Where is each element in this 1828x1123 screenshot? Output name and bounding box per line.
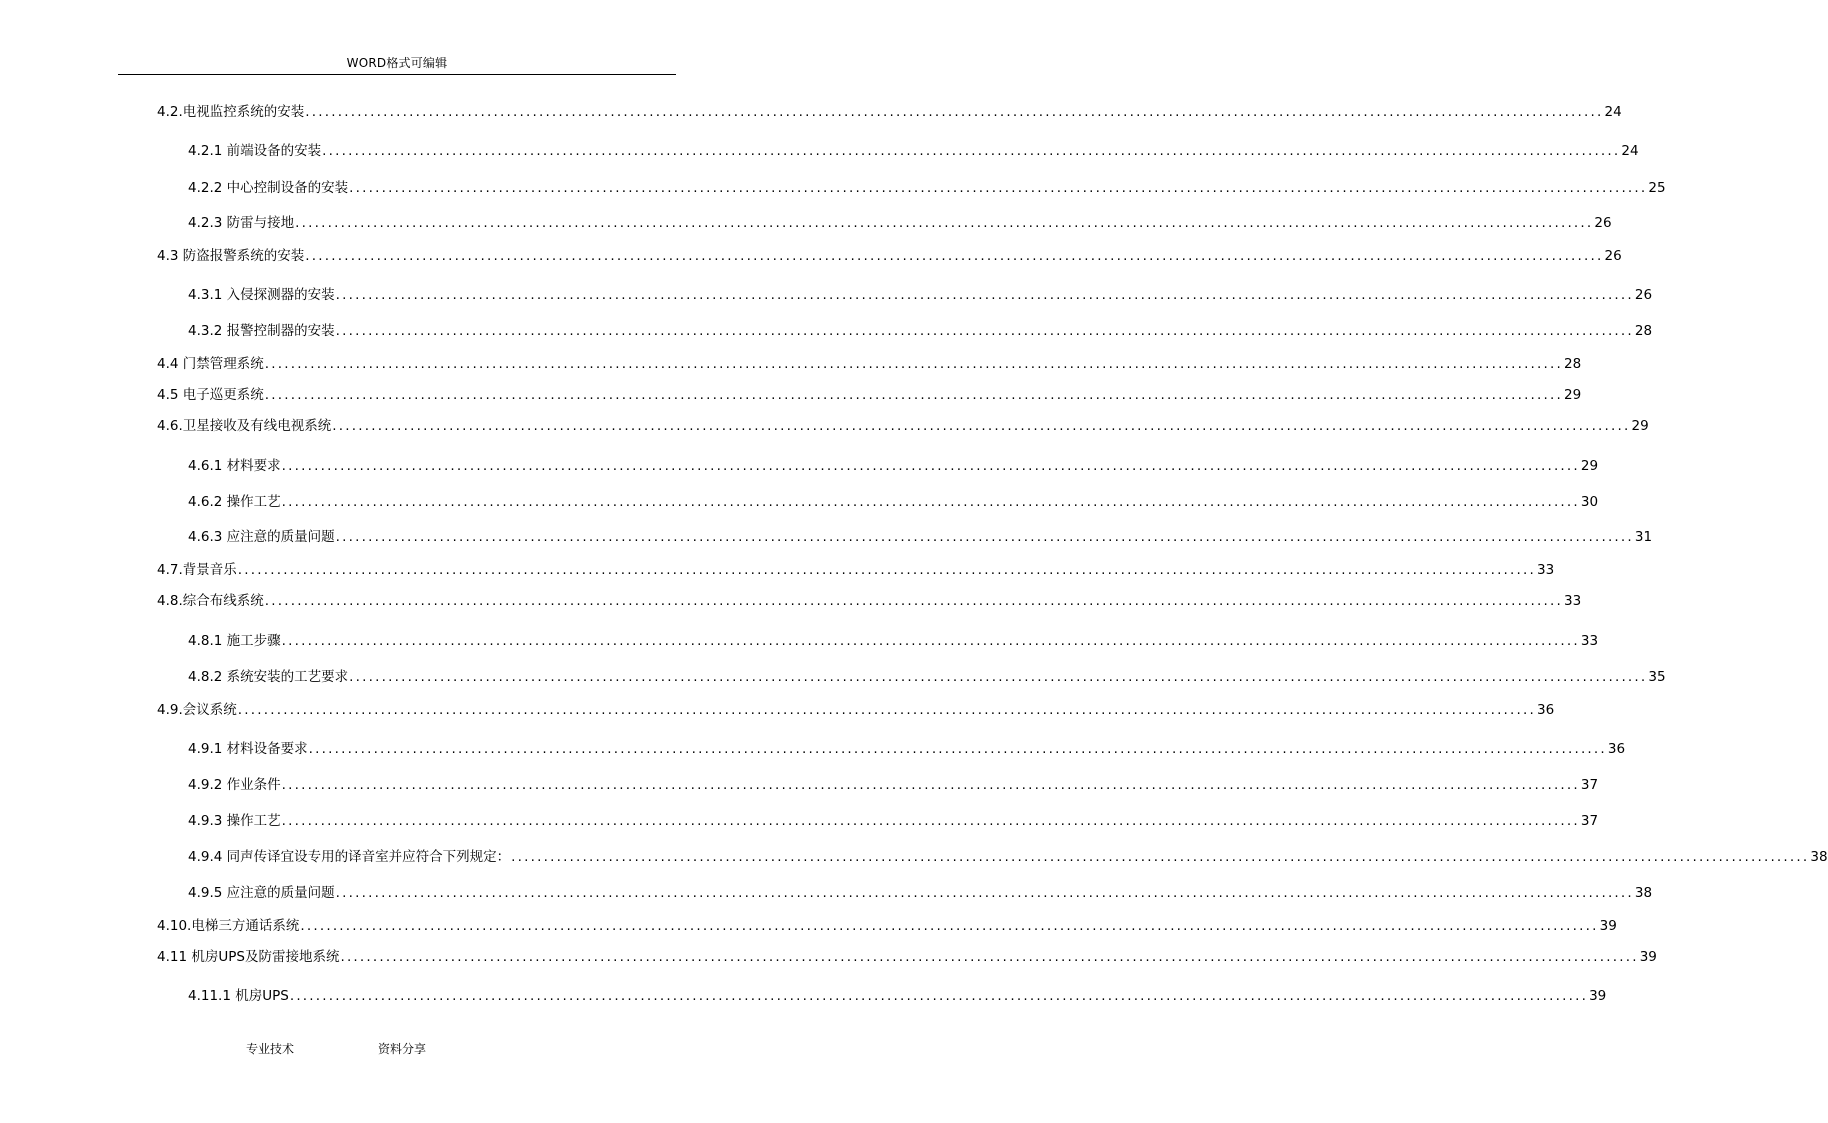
toc-page-number: 33: [1580, 633, 1599, 649]
toc-page-number: 39: [1599, 918, 1617, 934]
toc-entry-title: 4.4 门禁管理系统: [157, 356, 264, 372]
toc-entry[interactable]: [188, 178, 1666, 198]
toc-dot-leader: ........................................................................................................................................................................................................: [281, 633, 1580, 649]
toc-dot-leader: ........................................................................................................................................................................................................: [264, 593, 1564, 609]
toc-page-number: 29: [1631, 418, 1649, 434]
toc-entry[interactable]: [188, 492, 1599, 512]
toc-page-number: 31: [1634, 529, 1653, 545]
toc-entry-title: 4.9.1 材料设备要求: [188, 741, 308, 757]
toc-entry-title: 4.3.1 入侵探测器的安装: [188, 287, 335, 303]
toc-page-number: 26: [1634, 287, 1653, 303]
toc-entry-title: 4.9.2 作业条件: [188, 777, 281, 793]
toc-dot-leader: ........................................................................................................................................................................................................: [300, 918, 1599, 934]
toc-entry[interactable]: [188, 811, 1599, 831]
toc-entry-title: 4.6.2 操作工艺: [188, 494, 281, 510]
toc-page-number: 39: [1589, 988, 1607, 1004]
toc-entry-title: 4.10.电梯三方通话系统: [157, 918, 300, 934]
toc-entry[interactable]: [157, 385, 1582, 405]
toc-page-number: 37: [1580, 777, 1599, 793]
toc-entry-title: 4.5 电子巡更系统: [157, 387, 264, 403]
toc-page-number: 28: [1634, 323, 1653, 339]
toc-entry[interactable]: [157, 102, 1622, 122]
footer-left-text: 专业技术: [246, 1042, 295, 1056]
toc-entry[interactable]: [188, 631, 1599, 651]
toc-dot-leader: ........................................................................................................................................................................................................: [237, 562, 1537, 578]
toc-entry-title: 4.9.4 同声传译宜设专用的译音室并应符合下列规定：: [188, 849, 511, 865]
toc-entry-title: 4.2.3 防雷与接地: [188, 215, 295, 231]
toc-dot-leader: ........................................................................................................................................................................................................: [340, 949, 1639, 965]
toc-dot-leader: ........................................................................................................................................................................................................: [349, 180, 1648, 196]
toc-entry[interactable]: [188, 986, 1607, 1006]
toc-entry[interactable]: [157, 916, 1617, 936]
toc-dot-leader: ........................................................................................................................................................................................................: [289, 988, 1589, 1004]
toc-page-number: 37: [1580, 813, 1599, 829]
toc-dot-leader: ........................................................................................................................................................................................................: [308, 741, 1607, 757]
toc-entry[interactable]: [188, 213, 1612, 233]
toc-dot-leader: ........................................................................................................................................................................................................: [332, 418, 1631, 434]
toc-entry[interactable]: [157, 560, 1555, 580]
toc-entry-title: 4.9.会议系统: [157, 702, 237, 718]
toc-entry[interactable]: [157, 700, 1555, 720]
toc-entry[interactable]: [188, 321, 1653, 341]
toc-dot-leader: ........................................................................................................................................................................................................: [322, 143, 1621, 159]
header-text: WORD格式可编辑: [346, 56, 448, 70]
toc-page-number: 33: [1537, 562, 1555, 578]
toc-entry[interactable]: [188, 527, 1653, 547]
toc-entry-title: 4.6.卫星接收及有线电视系统: [157, 418, 332, 434]
toc-page-number: 33: [1564, 593, 1582, 609]
toc-entry-title: 4.8.2 系统安装的工艺要求: [188, 669, 349, 685]
toc-page-number: 28: [1564, 356, 1582, 372]
toc-entry-title: 4.11 机房UPS及防雷接地系统: [157, 949, 340, 965]
toc-entry-title: 4.3.2 报警控制器的安装: [188, 323, 335, 339]
toc-dot-leader: ........................................................................................................................................................................................................: [511, 849, 1810, 865]
toc-entry[interactable]: [188, 667, 1666, 687]
footer-right-text: 资料分享: [378, 1042, 427, 1056]
toc-page-number: 36: [1607, 741, 1626, 757]
toc-entry[interactable]: [188, 883, 1653, 903]
toc-dot-leader: ........................................................................................................................................................................................................: [281, 777, 1580, 793]
toc-dot-leader: ........................................................................................................................................................................................................: [295, 215, 1594, 231]
toc-entry-title: 4.8.综合布线系统: [157, 593, 264, 609]
toc-entry[interactable]: [157, 246, 1622, 266]
toc-entry-title: 4.2.2 中心控制设备的安装: [188, 180, 349, 196]
toc-entry[interactable]: [157, 416, 1649, 436]
toc-page-number: 38: [1634, 885, 1653, 901]
toc-page-number: 29: [1580, 458, 1599, 474]
toc-entry-title: 4.8.1 施工步骤: [188, 633, 281, 649]
toc-dot-leader: ........................................................................................................................................................................................................: [264, 387, 1564, 403]
toc-page-number: 39: [1639, 949, 1657, 965]
toc-page-number: 30: [1580, 494, 1599, 510]
toc-entry-title: 4.6.3 应注意的质量问题: [188, 529, 335, 545]
toc-entry-title: 4.2.电视监控系统的安装: [157, 104, 305, 120]
toc-entry[interactable]: [188, 739, 1626, 759]
toc-dot-leader: ........................................................................................................................................................................................................: [305, 248, 1604, 264]
toc-entry-title: 4.11.1 机房UPS: [188, 988, 289, 1004]
toc-entry-title: 4.3 防盗报警系统的安装: [157, 248, 305, 264]
toc-entry-title: 4.2.1 前端设备的安装: [188, 143, 322, 159]
toc-dot-leader: ........................................................................................................................................................................................................: [281, 494, 1580, 510]
toc-entry[interactable]: [157, 354, 1582, 374]
toc-page-number: 26: [1594, 215, 1612, 231]
toc-entry[interactable]: [188, 285, 1653, 305]
toc-entry[interactable]: [157, 591, 1582, 611]
toc-dot-leader: ........................................................................................................................................................................................................: [281, 458, 1580, 474]
toc-dot-leader: ........................................................................................................................................................................................................: [264, 356, 1564, 372]
toc-page-number: 24: [1604, 104, 1622, 120]
toc-page-number: 38: [1810, 849, 1828, 865]
toc-page-number: 36: [1537, 702, 1555, 718]
toc-entry[interactable]: [188, 847, 1828, 867]
toc-entry[interactable]: [157, 947, 1657, 967]
toc-dot-leader: ........................................................................................................................................................................................................: [281, 813, 1580, 829]
toc-page-number: 24: [1621, 143, 1639, 159]
toc-entry-title: 4.9.3 操作工艺: [188, 813, 281, 829]
toc-page-number: 29: [1564, 387, 1582, 403]
toc-page-number: 26: [1604, 248, 1622, 264]
toc-entry-title: 4.6.1 材料要求: [188, 458, 281, 474]
toc-dot-leader: ........................................................................................................................................................................................................: [305, 104, 1604, 120]
toc-dot-leader: ........................................................................................................................................................................................................: [335, 287, 1634, 303]
toc-entry-title: 4.9.5 应注意的质量问题: [188, 885, 335, 901]
toc-page-number: 35: [1648, 669, 1666, 685]
toc-dot-leader: ........................................................................................................................................................................................................: [335, 885, 1634, 901]
toc-entry[interactable]: [188, 775, 1599, 795]
toc-dot-leader: ........................................................................................................................................................................................................: [349, 669, 1648, 685]
toc-dot-leader: ........................................................................................................................................................................................................: [335, 529, 1634, 545]
toc-entry-title: 4.7.背景音乐: [157, 562, 237, 578]
toc-page-number: 25: [1648, 180, 1666, 196]
toc-entry[interactable]: [188, 141, 1639, 161]
toc-entry[interactable]: [188, 456, 1599, 476]
toc-dot-leader: ........................................................................................................................................................................................................: [335, 323, 1634, 339]
toc-dot-leader: ........................................................................................................................................................................................................: [237, 702, 1537, 718]
